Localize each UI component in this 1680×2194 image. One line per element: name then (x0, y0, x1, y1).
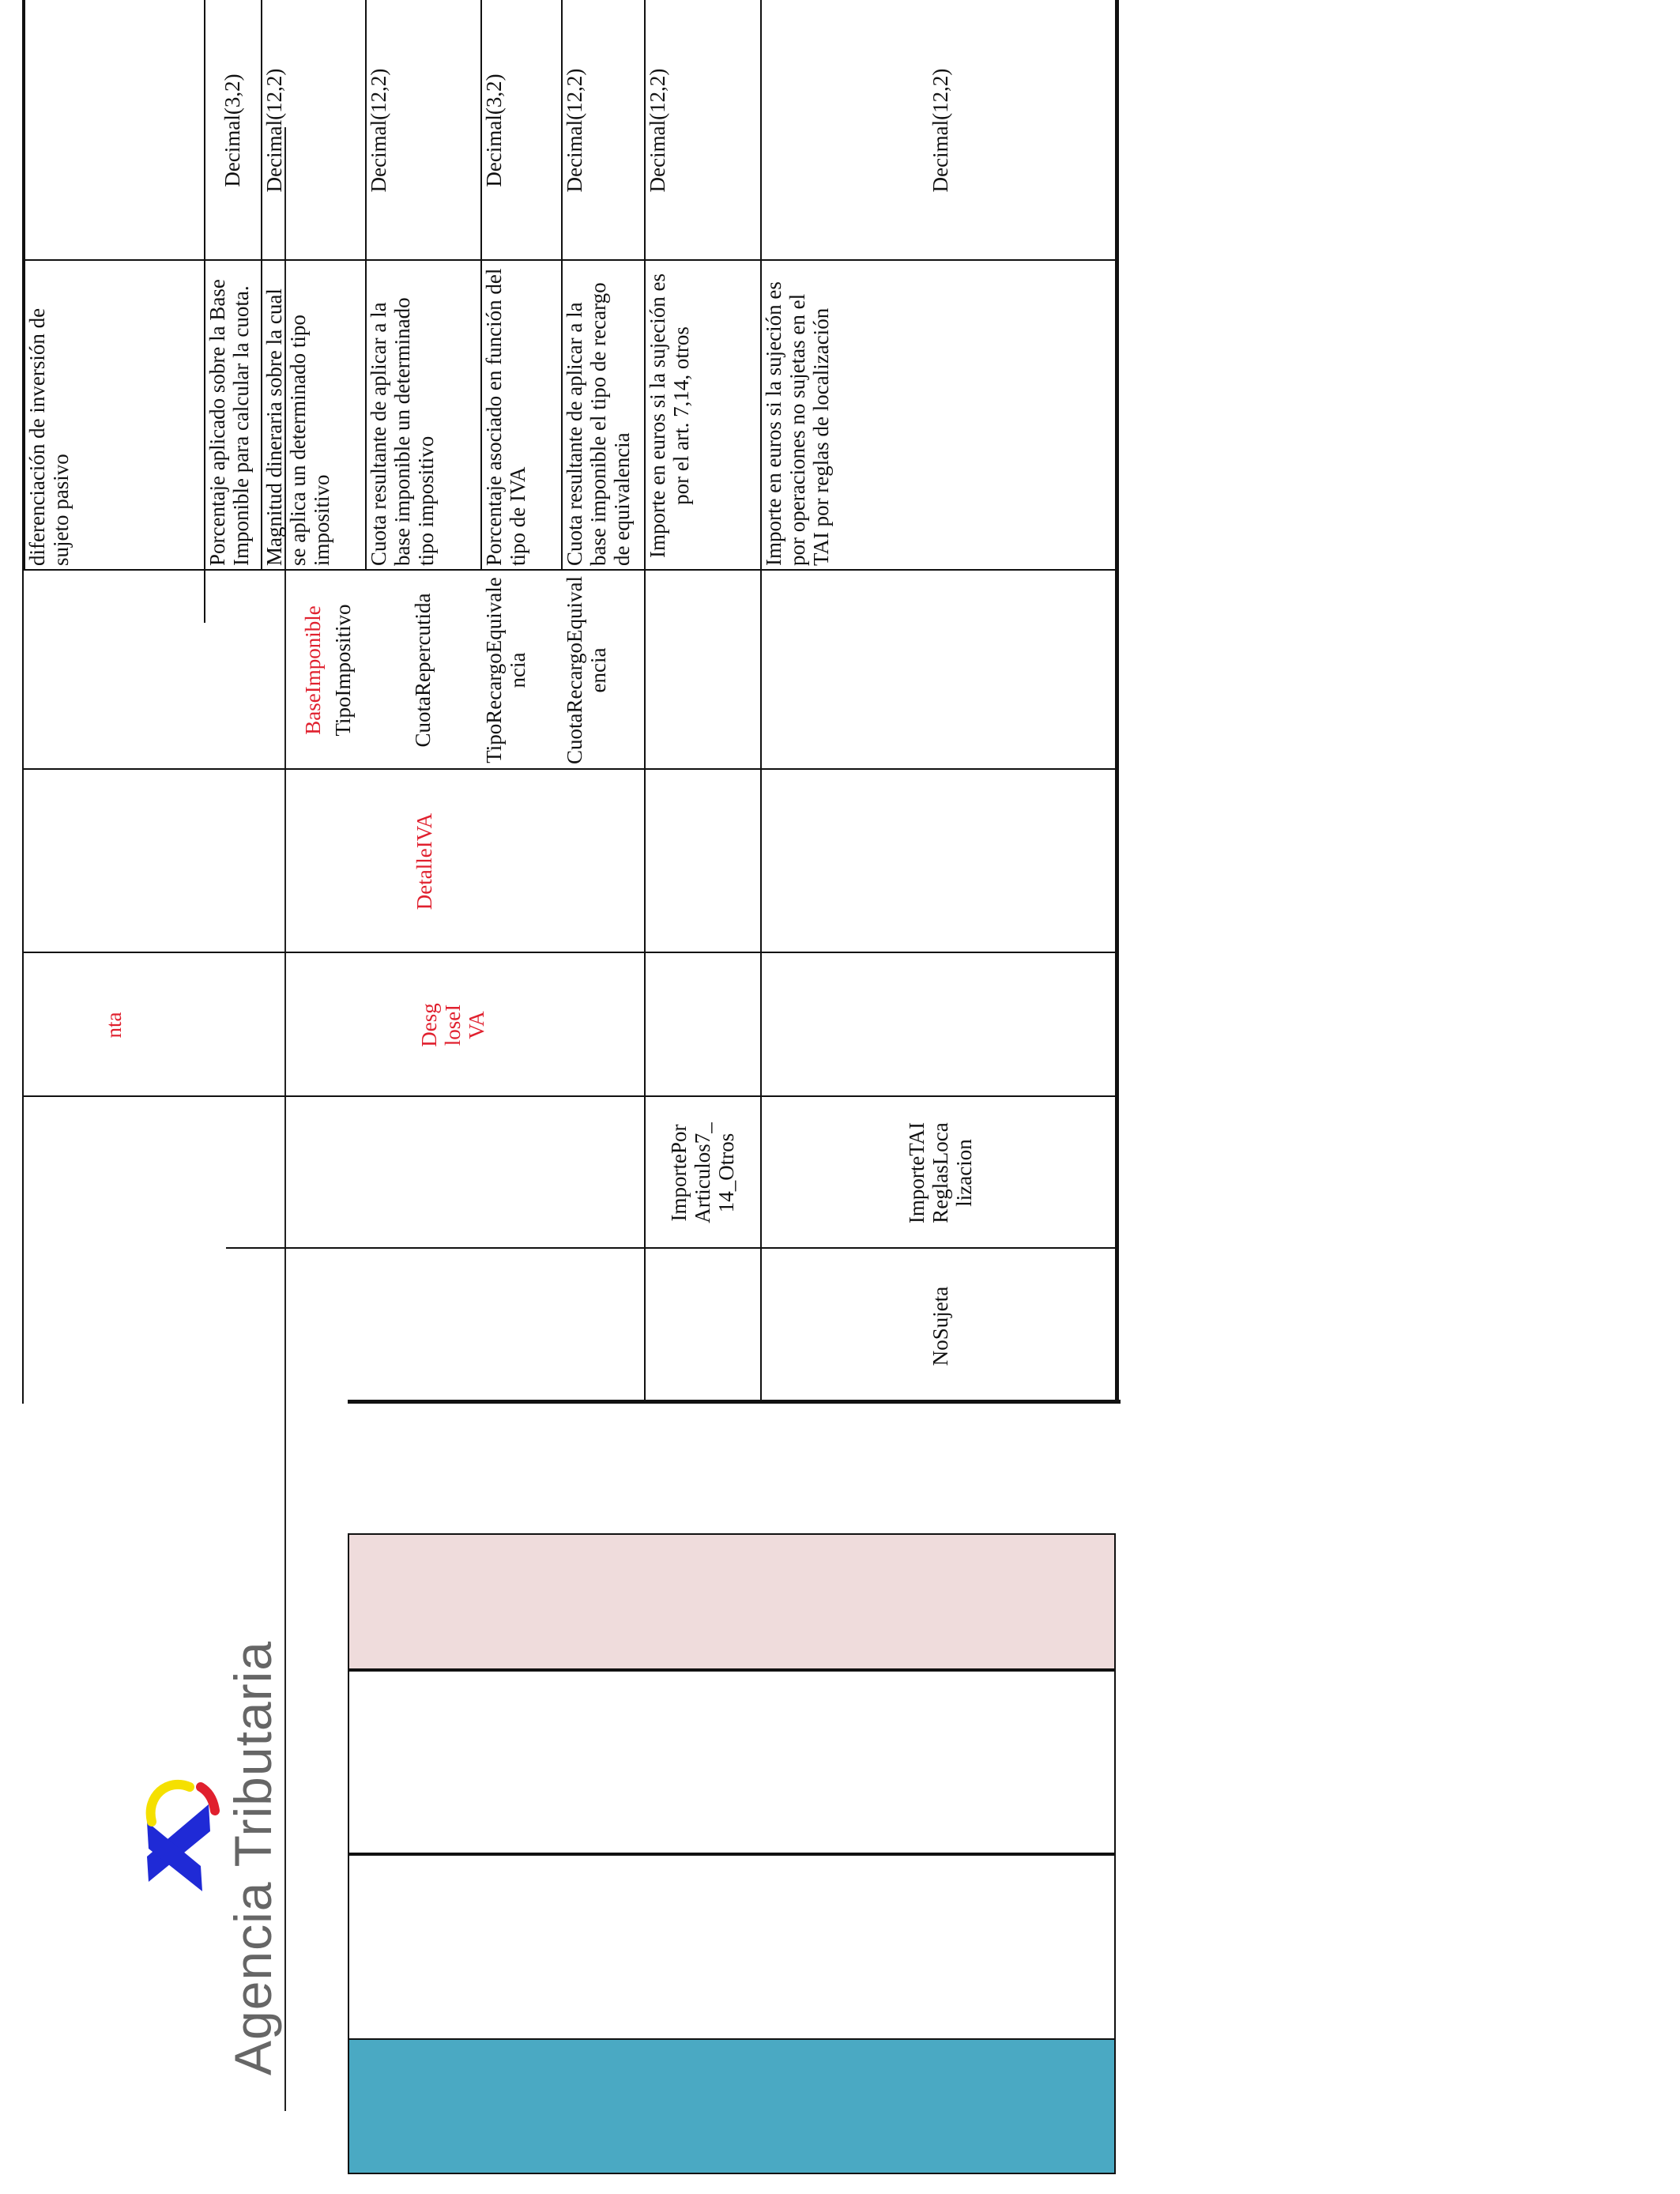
label-detalle-iva: DetalleIVA (412, 812, 436, 910)
row-2-format: Decimal(12,2) (262, 68, 286, 193)
label-desglose-iva: DesgloseIVA (416, 1003, 488, 1047)
agencia-tributaria-logo (133, 1777, 226, 1898)
row-6-format: Decimal(12,2) (646, 68, 669, 193)
fields-table (22, 0, 1119, 1404)
row-6-description: Importe en euros si la sujeción es por el art. 7,14, otros (646, 273, 693, 558)
row-2-field: BaseImponible (301, 605, 325, 735)
row-7-format: Decimal(12,2) (929, 68, 952, 193)
band-blue (348, 2040, 1116, 2174)
row-0-description: diferenciación de inversión de sujeto pasivo (25, 307, 73, 566)
agency-name: Agencia Tributaria (224, 1641, 282, 2075)
band-white-2 (348, 1670, 1116, 1854)
row-3-description: Cuota resultante de aplicar a la base imponible un determinado tipo impositivo (367, 297, 438, 566)
row-1-description: Porcentaje aplicado sobre la Base Imponible para calcular la cuota. (205, 279, 253, 566)
row-5-format: Decimal(12,2) (563, 68, 586, 193)
label-importe-art: ImportePorArticulos7_14_Otros (666, 1122, 738, 1223)
row-2-description: Magnitud dineraria sobre la cual se aplica un determinado tipo impositivo (262, 288, 333, 566)
band-pink (348, 1533, 1116, 1670)
row-4-field: TipoRecargoEquivalencia (482, 577, 529, 763)
row-5-field: CuotaRecargoEquivalencia (563, 576, 610, 764)
row-3-format: Decimal(12,2) (367, 68, 390, 193)
row-4-description: Porcentaje asociado en función del tipo de IVA (482, 268, 529, 566)
label-nta: nta (102, 1012, 126, 1039)
row-3-field: CuotaRepercutida (411, 593, 435, 748)
band-white-1 (348, 1854, 1116, 2040)
row-5-description: Cuota resultante de aplicar a la base imponible el tipo de recargo de equivalencia (563, 282, 634, 566)
row-1-format: Decimal(3,2) (220, 74, 244, 187)
label-no-sujeta: NoSujeta (929, 1286, 952, 1367)
row-7-description: Importe en euros si la sujeción es por operaciones no sujetas en el TAI por reglas de localización (762, 281, 833, 566)
row-1-field: TipoImpositivo (331, 604, 355, 737)
row-4-format: Decimal(3,2) (482, 74, 506, 187)
label-importe-tai: ImporteTAIReglasLocalizacion (905, 1122, 976, 1224)
